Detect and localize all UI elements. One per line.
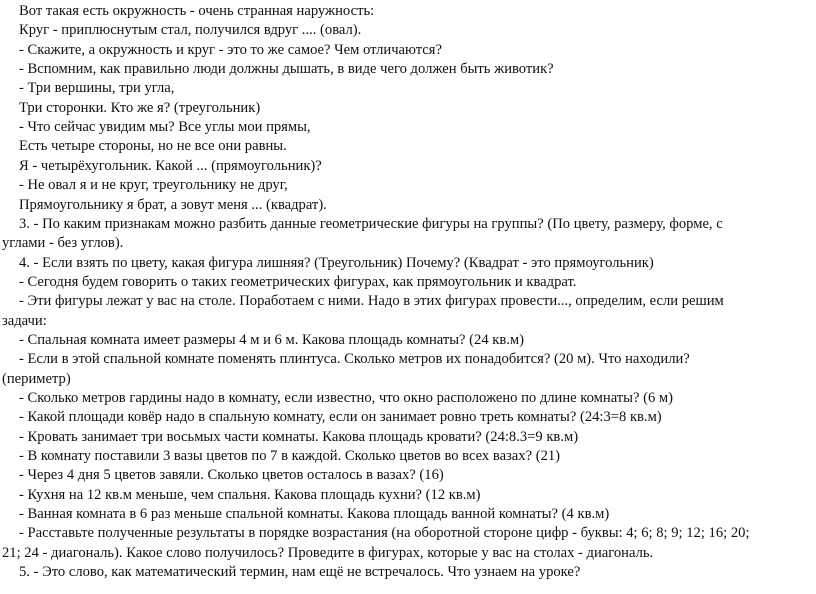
text-line: Вот такая есть окружность - очень странная наружность: (19, 3, 375, 19)
text-line: Три сторонки. Кто же я? (треугольник) (19, 100, 261, 116)
text-line: Прямоугольнику я брат, а зовут меня ... (квадрат). (19, 197, 327, 213)
text-line: - Расставьте полученные результаты в порядке возрастания (на оборотной стороне цифр - буквы: 4; 6; 8; 9; 12; 16; 20; (19, 525, 750, 541)
text-line: - Какой площади ковёр надо в спальную комнату, если он занимает ровно треть комнаты? (24:3=8 кв.м) (19, 409, 662, 425)
text-line: 4. - Если взять по цвету, какая фигура лишняя? (Треугольник) Почему? (Квадрат - это прямоугольник) (19, 255, 654, 271)
text-line: 3. - По каким признакам можно разбить данные геометрические фигуры на группы? (По цвету, размеру, форме, с (19, 216, 723, 232)
text-line: Круг - приплюснутым стал, получился вдруг .... (овал). (19, 22, 362, 38)
text-line: Я - четырёхугольник. Какой ... (прямоугольник)? (19, 158, 322, 174)
text-line: - Вспомним, как правильно люди должны дышать, в виде чего должен быть животик? (19, 61, 554, 77)
text-line: - В комнату поставили 3 вазы цветов по 7 в каждой. Сколько цветов во всех вазах? (21) (19, 448, 561, 464)
text-line: - Ванная комната в 6 раз меньше спальной комнаты. Какова площадь ванной комнаты? (4 кв.м) (19, 506, 610, 522)
text-line: 5. - Это слово, как математический термин, нам ещё не встречалось. Что узнаем на уроке? (19, 564, 581, 580)
text-line: (периметр) (2, 371, 71, 387)
text-line: задачи: (2, 313, 47, 329)
text-line: - Если в этой спальной комнате поменять плинтуса. Сколько метров их понадобится? (20 м). Что находили? (19, 351, 690, 367)
text-line: 21; 24 - диагональ). Какое слово получилось? Проведите в фигурах, которые у вас на столах - диагональ. (2, 545, 654, 561)
text-line: - Скажите, а окружность и круг - это то же самое? Чем отличаются? (19, 42, 442, 58)
text-line: - Сколько метров гардины надо в комнату, если известно, что окно расположено по длине комнаты? (6 м) (19, 390, 674, 406)
text-line: - Сегодня будем говорить о таких геометрических фигурах, как прямоугольник и квадрат. (19, 274, 577, 290)
text-line: - Три вершины, три угла, (19, 80, 175, 96)
text-line: - Спальная комната имеет размеры 4 м и 6 м. Какова площадь комнаты? (24 кв.м) (19, 332, 524, 348)
text-line: - Не овал я и не круг, треугольнику не друг, (19, 177, 288, 193)
text-line: углами - без углов). (2, 235, 124, 251)
text-line: - Через 4 дня 5 цветов завяли. Сколько цветов осталось в вазах? (16) (19, 467, 444, 483)
text-line: - Кухня на 12 кв.м меньше, чем спальня. Какова площадь кухни? (12 кв.м) (19, 487, 481, 503)
text-line: - Эти фигуры лежат у вас на столе. Поработаем с ними. Надо в этих фигурах провести..., определим, если решим (19, 293, 724, 309)
text-line: Есть четыре стороны, но не все они равны. (19, 138, 287, 154)
text-line: - Что сейчас увидим мы? Все углы мои прямы, (19, 119, 311, 135)
text-line: - Кровать занимает три восьмых части комнаты. Какова площадь кровати? (24:8.3=9 кв.м) (19, 429, 579, 445)
